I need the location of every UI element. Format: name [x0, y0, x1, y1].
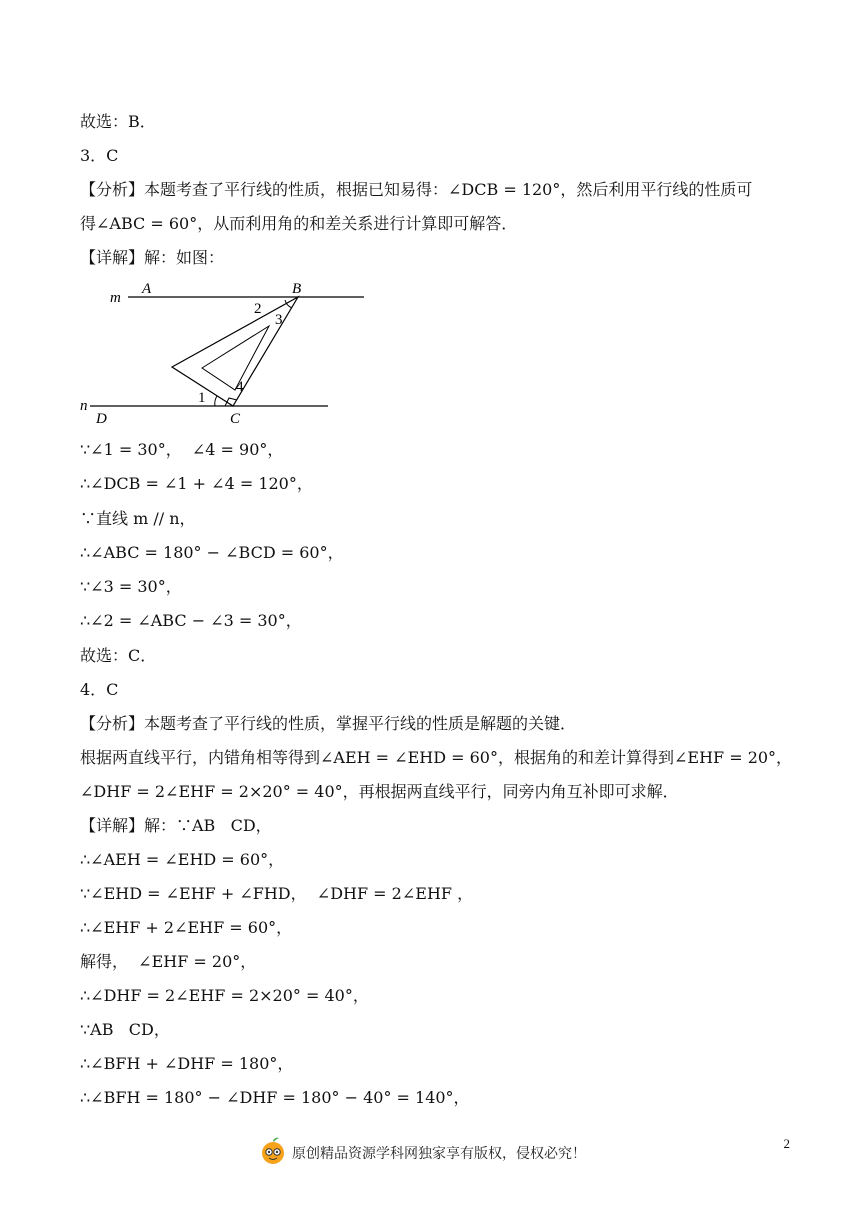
text-line-19: ∵∠EHD = ∠EHF + ∠FHD， ∠DHF = 2∠EHF ， — [80, 884, 474, 903]
label-A: A — [142, 281, 152, 297]
text-line-4: 得∠ABC = 60°，从而利用角的和差关系进行计算即可解答． — [80, 214, 518, 233]
text-line-24: ∴∠BFH + ∠DHF = 180°， — [80, 1054, 294, 1073]
text-line-21: 解得， ∠EHF = 20°， — [80, 952, 257, 971]
geometry-figure — [80, 278, 380, 428]
label-angle-3: 3 — [275, 312, 283, 328]
text-line-12: 故选：C． — [80, 646, 157, 665]
label-n: n — [80, 398, 88, 414]
text-line-7: ∴∠DCB = ∠1 + ∠4 = 120°， — [80, 474, 313, 493]
text-line-17: 【详解】解：∵AB CD， — [80, 816, 272, 835]
text-line-6: ∵∠1 = 30°， ∠4 = 90°， — [80, 440, 284, 459]
text-line-15: 根据两直线平行，内错角相等得到∠AEH = ∠EHD = 60°，根据角的和差计算得到∠EHF = 20°， — [80, 748, 793, 767]
footer-text: 原创精品资源学科网独家享有版权，侵权必究！ — [292, 1146, 586, 1162]
text-line-18: ∴∠AEH = ∠EHD = 60°， — [80, 850, 285, 869]
text-line-10: ∵∠3 = 30°， — [80, 577, 182, 596]
text-line-9: ∴∠ABC = 180° − ∠BCD = 60°， — [80, 543, 344, 562]
text-line-11: ∴∠2 = ∠ABC − ∠3 = 30°， — [80, 611, 302, 630]
text-line-2: 3．C — [80, 146, 119, 165]
label-m: m — [110, 290, 121, 306]
label-angle-1: 1 — [198, 390, 206, 406]
angle-arc-1 — [215, 396, 217, 406]
orange-logo-icon — [260, 1137, 286, 1169]
text-line-3: 【分析】本题考查了平行线的性质，根据已知易得：∠DCB = 120°，然后利用平行线的性质可 — [80, 180, 753, 199]
text-line-14: 【分析】本题考查了平行线的性质，掌握平行线的性质是解题的关键． — [80, 714, 577, 733]
label-angle-4: 4 — [236, 379, 244, 395]
text-line-1: 故选：B． — [80, 112, 156, 131]
text-line-22: ∴∠DHF = 2∠EHF = 2×20° = 40°， — [80, 986, 369, 1005]
text-line-13: 4．C — [80, 680, 119, 699]
page-number: 2 — [783, 1136, 790, 1151]
label-B: B — [292, 281, 302, 297]
text-line-8: ∵直线 m // n， — [80, 509, 196, 528]
text-line-20: ∴∠EHF + 2∠EHF = 60°， — [80, 918, 293, 937]
text-line-16: ∠DHF = 2∠EHF = 2×20° = 40°，再根据两直线平行，同旁内角互补即可求解． — [80, 782, 679, 801]
text-line-5: 【详解】解：如图： — [80, 248, 225, 267]
text-line-25: ∴∠BFH = 180° − ∠DHF = 180° − 40° = 140°， — [80, 1088, 470, 1107]
label-C: C — [230, 411, 241, 427]
label-D: D — [96, 411, 107, 427]
text-line-23: ∵AB CD， — [80, 1020, 170, 1039]
footer — [260, 1138, 586, 1168]
label-angle-2: 2 — [254, 301, 262, 317]
